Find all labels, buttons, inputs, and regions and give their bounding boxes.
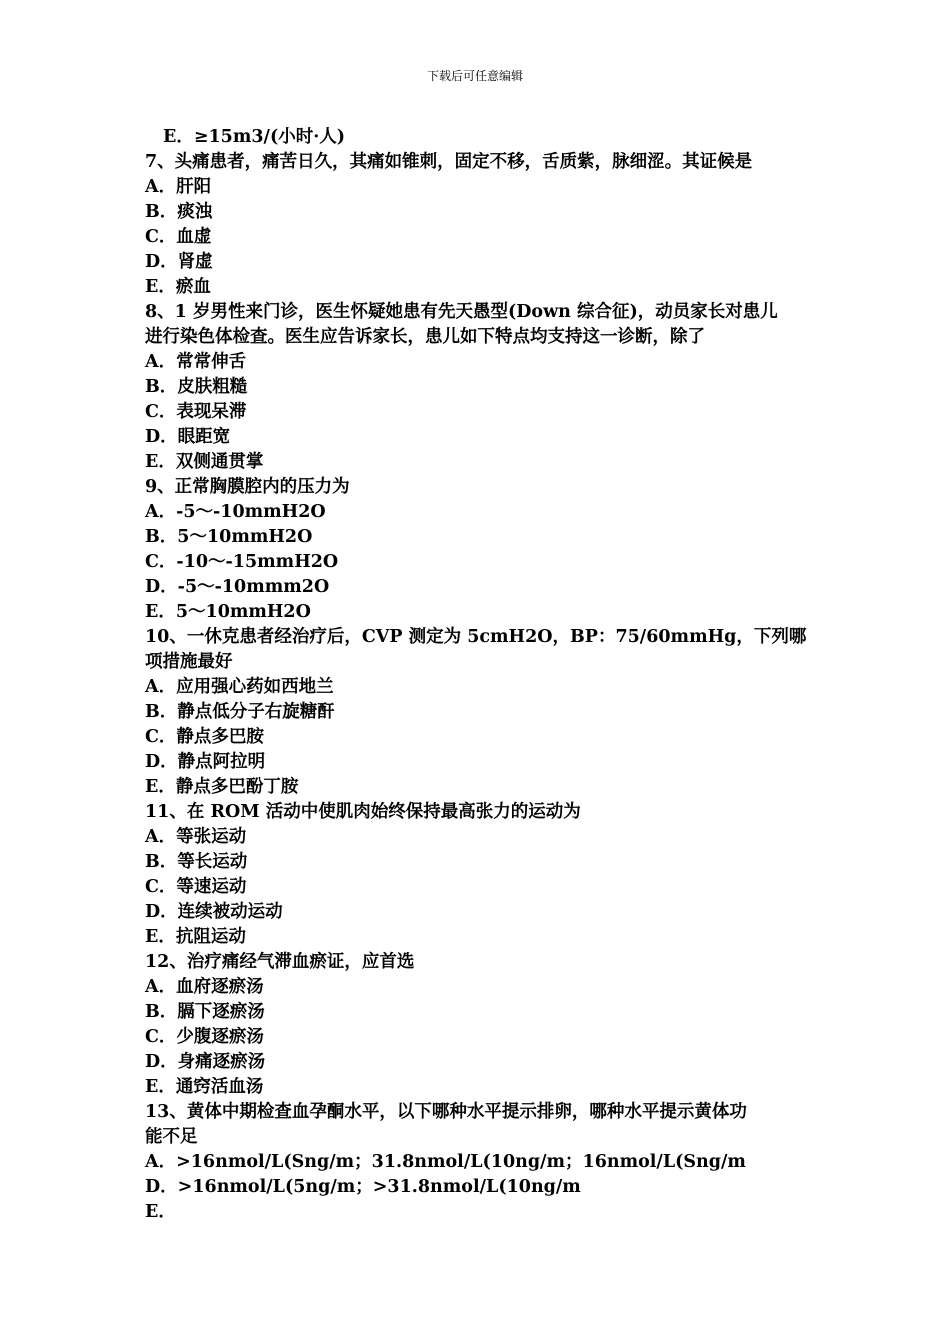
q10-option-a: A．应用强心药如西地兰	[145, 677, 334, 697]
q11-option-c: C．等速运动	[145, 877, 247, 897]
q7-option-b: B．痰浊	[145, 202, 213, 222]
q9-option-a: A．-5～-10mmH2O	[145, 502, 326, 522]
question-11: 11、在 ROM 活动中使肌肉始终保持最高张力的运动为	[145, 802, 581, 822]
q8-option-c: C．表现呆滞	[145, 402, 247, 422]
question-9: 9、正常胸膜腔内的压力为	[145, 477, 350, 497]
option-e-prev: E．≥15m3/(小时·人)	[163, 127, 346, 147]
q9-option-b: B．5～10mmH2O	[145, 527, 313, 547]
q12-option-a: A．血府逐瘀汤	[145, 977, 264, 997]
question-13-line-2: 能不足	[145, 1127, 198, 1147]
q7-option-e: E．瘀血	[145, 277, 211, 297]
question-8-line-1: 8、1 岁男性来门诊，医生怀疑她患有先天愚型(Down 综合征)，动员家长对患儿	[145, 302, 778, 322]
q12-option-b: B．膈下逐瘀汤	[145, 1002, 265, 1022]
q12-option-c: C．少腹逐瘀汤	[145, 1027, 264, 1047]
q8-option-d: D．眼距宽	[145, 427, 231, 447]
q12-option-e: E．通窍活血汤	[145, 1077, 264, 1097]
question-13-line-1: 13、黄体中期检查血孕酮水平，以下哪种水平提示排卵，哪种水平提示黄体功	[145, 1102, 747, 1122]
q11-option-b: B．等长运动	[145, 852, 248, 872]
question-12: 12、治疗痛经气滞血瘀证，应首选	[145, 952, 415, 972]
q9-option-e: E．5～10mmH2O	[145, 602, 311, 622]
q10-option-e: E．静点多巴酚丁胺	[145, 777, 299, 797]
q9-option-d: D．-5～-10mmm2O	[145, 577, 330, 597]
q8-option-e: E．双侧通贯掌	[145, 452, 264, 472]
q11-option-d: D．连续被动运动	[145, 902, 283, 922]
document-body	[145, 125, 810, 1225]
q10-option-c: C．静点多巴胺	[145, 727, 264, 747]
q12-option-d: D．身痛逐瘀汤	[145, 1052, 266, 1072]
q13-option-d: D．>16nmol/L(5ng/m；>31.8nmol/L(10ng/m	[145, 1177, 581, 1197]
q7-option-a: A．肝阳	[145, 177, 212, 197]
q8-option-a: A．常常伸舌	[145, 352, 247, 372]
q13-option-e: E．	[145, 1202, 176, 1222]
q11-option-a: A．等张运动	[145, 827, 247, 847]
q11-option-e: E．抗阻运动	[145, 927, 246, 947]
q7-option-c: C．血虚	[145, 227, 212, 247]
page-header: 下载后可任意编辑	[426, 69, 523, 83]
question-7: 7、头痛患者，痛苦日久，其痛如锥刺，固定不移，舌质紫，脉细涩。其证候是	[145, 152, 753, 172]
q9-option-c: C．-10～-15mmH2O	[145, 552, 339, 572]
question-10-line-1: 10、一休克患者经治疗后，CVP 测定为 5cmH2O，BP：75/60mmHg，下列哪	[145, 627, 807, 647]
question-8-line-2: 进行染色体检查。医生应告诉家长，患儿如下特点均支持这一诊断，除了	[145, 327, 705, 347]
question-10-line-2: 项措施最好	[145, 652, 233, 672]
q10-option-d: D．静点阿拉明	[145, 752, 266, 772]
q8-option-b: B．皮肤粗糙	[145, 377, 248, 397]
q7-option-d: D．肾虚	[145, 252, 213, 272]
q13-option-a: A．>16nmol/L(Sng/m；31.8nmol/L(10ng/m；16nmol/L(Sng/m	[145, 1152, 746, 1172]
q10-option-b: B．静点低分子右旋糖酐	[145, 702, 335, 722]
